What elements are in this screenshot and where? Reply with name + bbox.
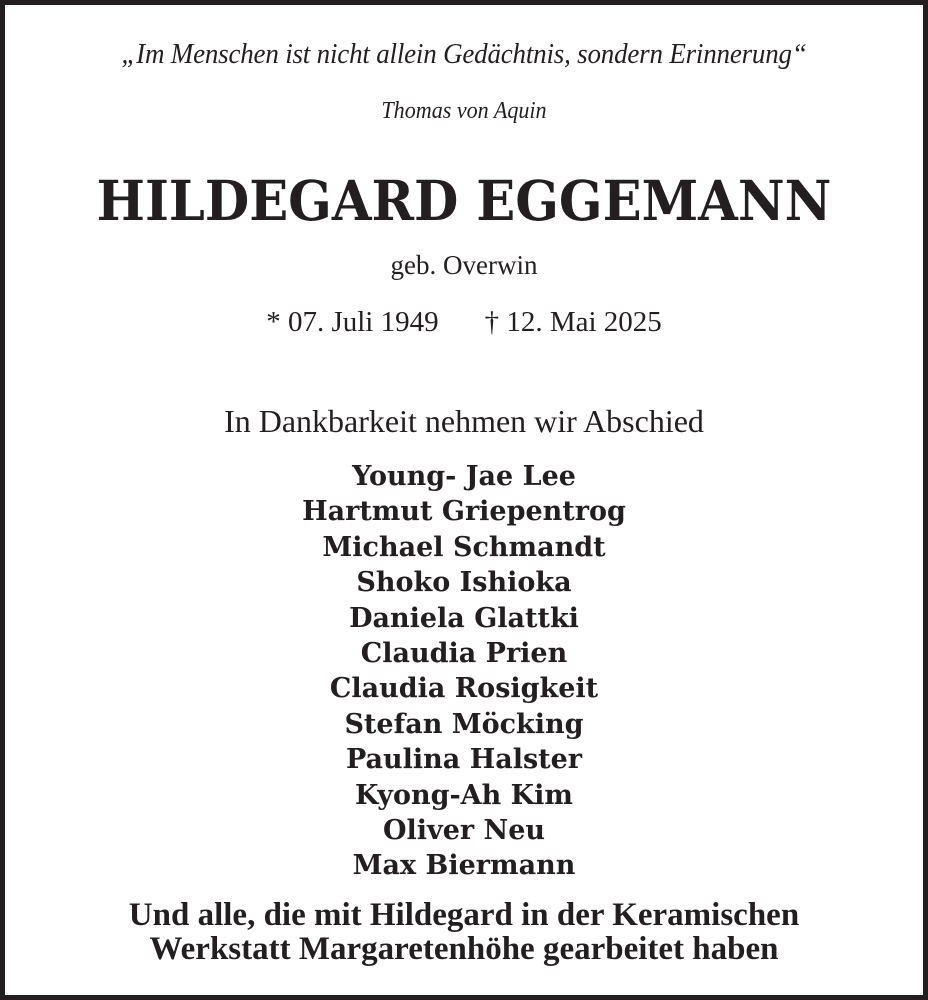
epigraph-quote: „Im Menschen ist nicht allein Gedächtnis, sondern Erinnerung“ (121, 38, 807, 70)
mourner-name: Stefan Möcking (344, 708, 584, 740)
mourner-name: Claudia Rosigkeit (329, 673, 599, 705)
birth-date: * 07. Juli 1949 (266, 306, 439, 338)
maiden-name: geb. Overwin (390, 250, 538, 280)
mourner-name: Young- Jae Lee (352, 461, 576, 492)
mourner-name: Michael Schmandt (322, 531, 606, 563)
deceased-name: HILDEGARD EGGEMANN (96, 168, 832, 233)
mourner-name: Max Biermann (352, 850, 576, 882)
farewell-line: In Dankbarkeit nehmen wir Abschied (224, 403, 704, 439)
closing-statement (0, 898, 928, 966)
life-dates (0, 306, 928, 339)
closing-line: Und alle, die mit Hildegard in der Keramischen (128, 897, 800, 933)
epigraph-author: Thomas von Aquin (381, 98, 547, 124)
mourner-name: Daniela Glattki (349, 602, 579, 634)
mourners-list (0, 459, 928, 884)
mourner-name: Oliver Neu (382, 815, 545, 847)
mourner-name: Claudia Prien (360, 638, 568, 670)
death-date: † 12. Mai 2025 (484, 306, 662, 338)
closing-line: Werkstatt Margaretenhöhe gearbeitet haben (149, 931, 779, 967)
mourner-name: Hartmut Griepentrog (302, 496, 626, 528)
mourner-name: Paulina Halster (345, 744, 583, 776)
mourner-name: Shoko Ishioka (356, 567, 572, 599)
mourner-name: Kyong-Ah Kim (355, 779, 573, 811)
